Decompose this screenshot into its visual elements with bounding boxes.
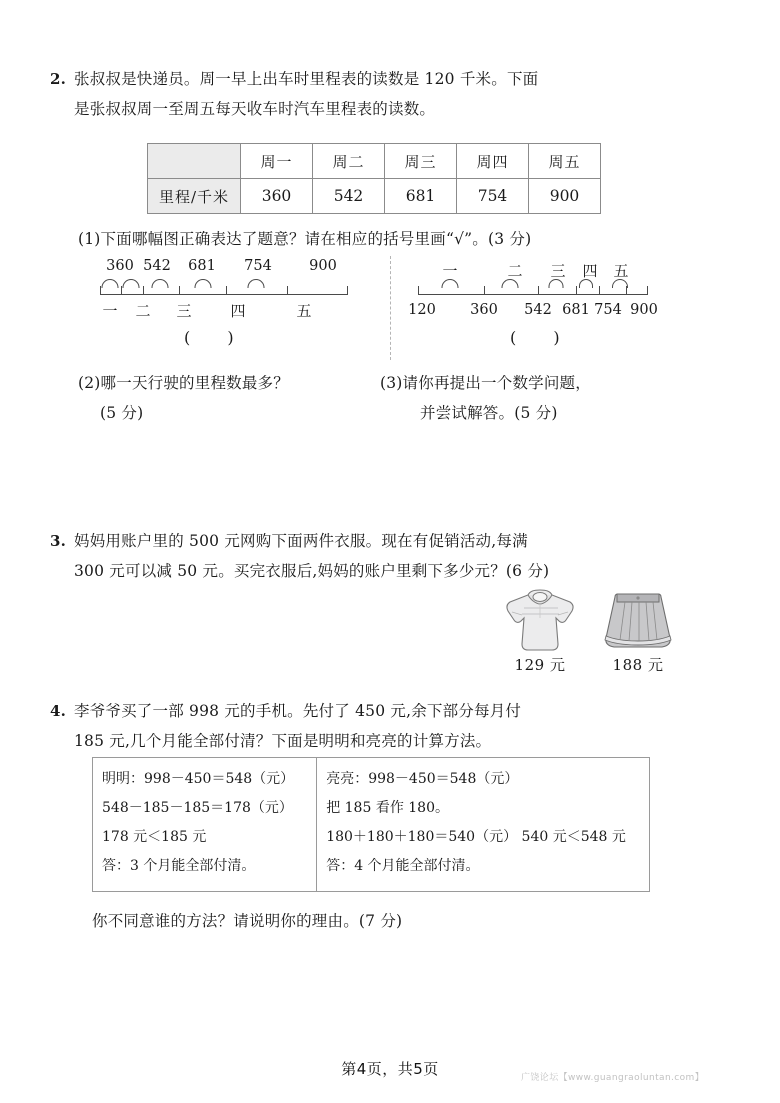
- question-3-line-1: [50, 526, 750, 556]
- diagram-left-label-1: 360: [106, 258, 134, 274]
- question-4-text: [50, 696, 750, 756]
- method-liangliang: [317, 758, 649, 891]
- table-cell-value-4: 754: [457, 179, 529, 214]
- question-2-line-1: [50, 64, 740, 94]
- diagram-right-day-1: 一: [442, 262, 458, 280]
- question-4-number: 4.: [50, 702, 67, 720]
- diagram-left-tick-2: [143, 286, 144, 295]
- diagram-left-arc-1: [102, 279, 119, 288]
- diagram-right-day-5: 五: [613, 262, 629, 280]
- diagram-right-arc-3: [549, 279, 564, 288]
- diagram-right-tick-2: [538, 286, 539, 295]
- table-cell-value-2: 542: [313, 179, 385, 214]
- diagram-left-arc-3: [152, 279, 169, 288]
- question-4-tail: 你不同意谁的方法？请说明你的理由。(7 分): [92, 912, 403, 930]
- method-mingming-line-2: 548－185－185＝178（元）: [102, 800, 293, 816]
- diagram-right-day-2: 二: [507, 262, 523, 280]
- diagram-left-tick-5: [287, 286, 288, 295]
- diagram-divider: [390, 256, 391, 360]
- shirt-illustration: [500, 588, 580, 658]
- method-mingming-line-4: 答：3 个月能全部付清。: [102, 858, 256, 874]
- table-cell-value-1: 360: [241, 179, 313, 214]
- page-number-label: 第4页，共5页: [341, 1060, 439, 1078]
- diagram-right-day-4: 四: [582, 262, 598, 280]
- method-mingming-line-1: 明明：998－450＝548（元）: [102, 771, 295, 787]
- question-2-sub-1: (1)下面哪幅图正确表达了题意？请在相应的括号里画“√”。(3 分): [78, 230, 532, 248]
- table-row-header-label: 里程/千米: [148, 179, 241, 214]
- table-row: [148, 179, 601, 214]
- diagram-left-top-labels: [78, 258, 368, 278]
- table-col-header-4: 周四: [457, 144, 529, 179]
- diagram-right-bottom-labels: [408, 302, 702, 322]
- calculation-methods-box: [92, 757, 650, 892]
- diagram-left-label-4: 754: [244, 258, 272, 274]
- table-cell-value-5: 900: [529, 179, 601, 214]
- method-liangliang-line-1: 亮亮：998－450＝548（元）: [326, 771, 519, 787]
- question-2-sub-3-line-1: (3)请你再提出一个数学问题，: [380, 374, 591, 392]
- question-2-text: [50, 64, 740, 124]
- mileage-table-container: [147, 143, 601, 214]
- diagram-right-value-5: 754: [594, 302, 622, 318]
- diagram-right-value-3: 542: [524, 302, 552, 318]
- diagram-right-day-3: 三: [550, 262, 566, 280]
- number-line-diagrams: [78, 258, 702, 362]
- diagram-left-day-3: 三: [176, 302, 192, 320]
- question-3-line-1-text: 妈妈用账户里的 500 元网购下面两件衣服。现在有促销活动,每满: [74, 532, 528, 550]
- table-cell-value-3: 681: [385, 179, 457, 214]
- question-4-line-2: 185 元,几个月能全部付清？下面是明明和亮亮的计算方法。: [74, 732, 492, 750]
- skirt-price: 188 元: [612, 656, 664, 674]
- method-liangliang-line-2: 把 185 看作 180。: [326, 800, 449, 816]
- shirt-icon: [500, 588, 580, 654]
- question-4-line-1-text: 李爷爷买了一部 998 元的手机。先付了 450 元,余下部分每月付: [74, 702, 522, 720]
- diagram-left-tick-3: [179, 286, 180, 295]
- question-2-number: 2.: [50, 70, 67, 88]
- diagram-right-value-4: 681: [562, 302, 590, 318]
- method-mingming-line-3: 178 元＜185 元: [102, 829, 207, 845]
- diagram-right-arc-4: [579, 279, 593, 288]
- table-col-header-2: 周二: [313, 144, 385, 179]
- table-col-header-1: 周一: [241, 144, 313, 179]
- table-col-header-3: 周三: [385, 144, 457, 179]
- table-col-header-5: 周五: [529, 144, 601, 179]
- diagram-right-tick-1: [484, 286, 485, 295]
- diagram-right-arc-5: [612, 279, 628, 288]
- diagram-right-tick-3: [576, 286, 577, 295]
- shirt-price: 129 元: [514, 656, 566, 674]
- question-2-sub-3: [380, 368, 700, 428]
- diagram-left-day-2: 二: [135, 302, 151, 320]
- diagram-left-tick-4: [226, 286, 227, 295]
- method-liangliang-line-3: 180＋180＋180＝540（元） 540 元＜548 元: [326, 829, 626, 845]
- diagram-left-arc-4: [195, 279, 212, 288]
- diagram-right-value-6: 900: [630, 302, 658, 318]
- diagram-left-day-5: 五: [296, 302, 312, 320]
- table-row-header: [148, 144, 601, 179]
- diagram-left-label-3: 681: [188, 258, 216, 274]
- diagram-right-value-2: 360: [470, 302, 498, 318]
- skirt-illustration: [598, 588, 678, 658]
- mileage-table: [147, 143, 601, 214]
- diagram-right-tick-4: [599, 286, 600, 295]
- watermark-text: 广饶论坛【www.guangraoluntan.com】: [521, 1073, 705, 1083]
- question-2-sub-2: [78, 368, 378, 428]
- method-liangliang-line-4: 答：4 个月能全部付清。: [326, 858, 480, 874]
- skirt-icon: [598, 588, 678, 654]
- question-2-line-1-text: 张叔叔是快递员。周一早上出车时里程表的读数是 120 千米。下面: [74, 70, 539, 88]
- question-2-line-2: 是张叔叔周一至周五每天收车时汽车里程表的读数。: [74, 100, 436, 118]
- diagram-left-label-2: 542: [143, 258, 171, 274]
- diagram-left-arc-2: [123, 279, 140, 288]
- question-3-line-2: 300 元可以减 50 元。买完衣服后,妈妈的账户里剩下多少元？(6 分): [74, 562, 550, 580]
- question-4-line-1: [50, 696, 750, 726]
- diagram-left-answer-paren[interactable]: ( ): [184, 328, 250, 347]
- question-3-number: 3.: [50, 532, 67, 550]
- diagram-left-arc-5: [248, 279, 265, 288]
- question-2-sub-2-points: (5 分): [100, 404, 144, 422]
- diagram-left-day-4: 四: [230, 302, 246, 320]
- diagram-left-label-5: 900: [309, 258, 337, 274]
- method-mingming: [93, 758, 317, 891]
- diagram-right-value-1: 120: [408, 302, 436, 318]
- diagram-left-day-1: 一: [102, 302, 118, 320]
- question-2-sub-2-line-1: (2)哪一天行驶的里程数最多？: [78, 374, 289, 392]
- clothing-illustrations: [500, 588, 680, 680]
- table-corner-cell: [148, 144, 241, 179]
- diagram-left-bottom-labels: [78, 300, 368, 322]
- question-3-text: [50, 526, 750, 586]
- question-2-sub-3-line-2: 并尝试解答。(5 分): [420, 404, 558, 422]
- diagram-right-answer-paren[interactable]: ( ): [510, 328, 576, 347]
